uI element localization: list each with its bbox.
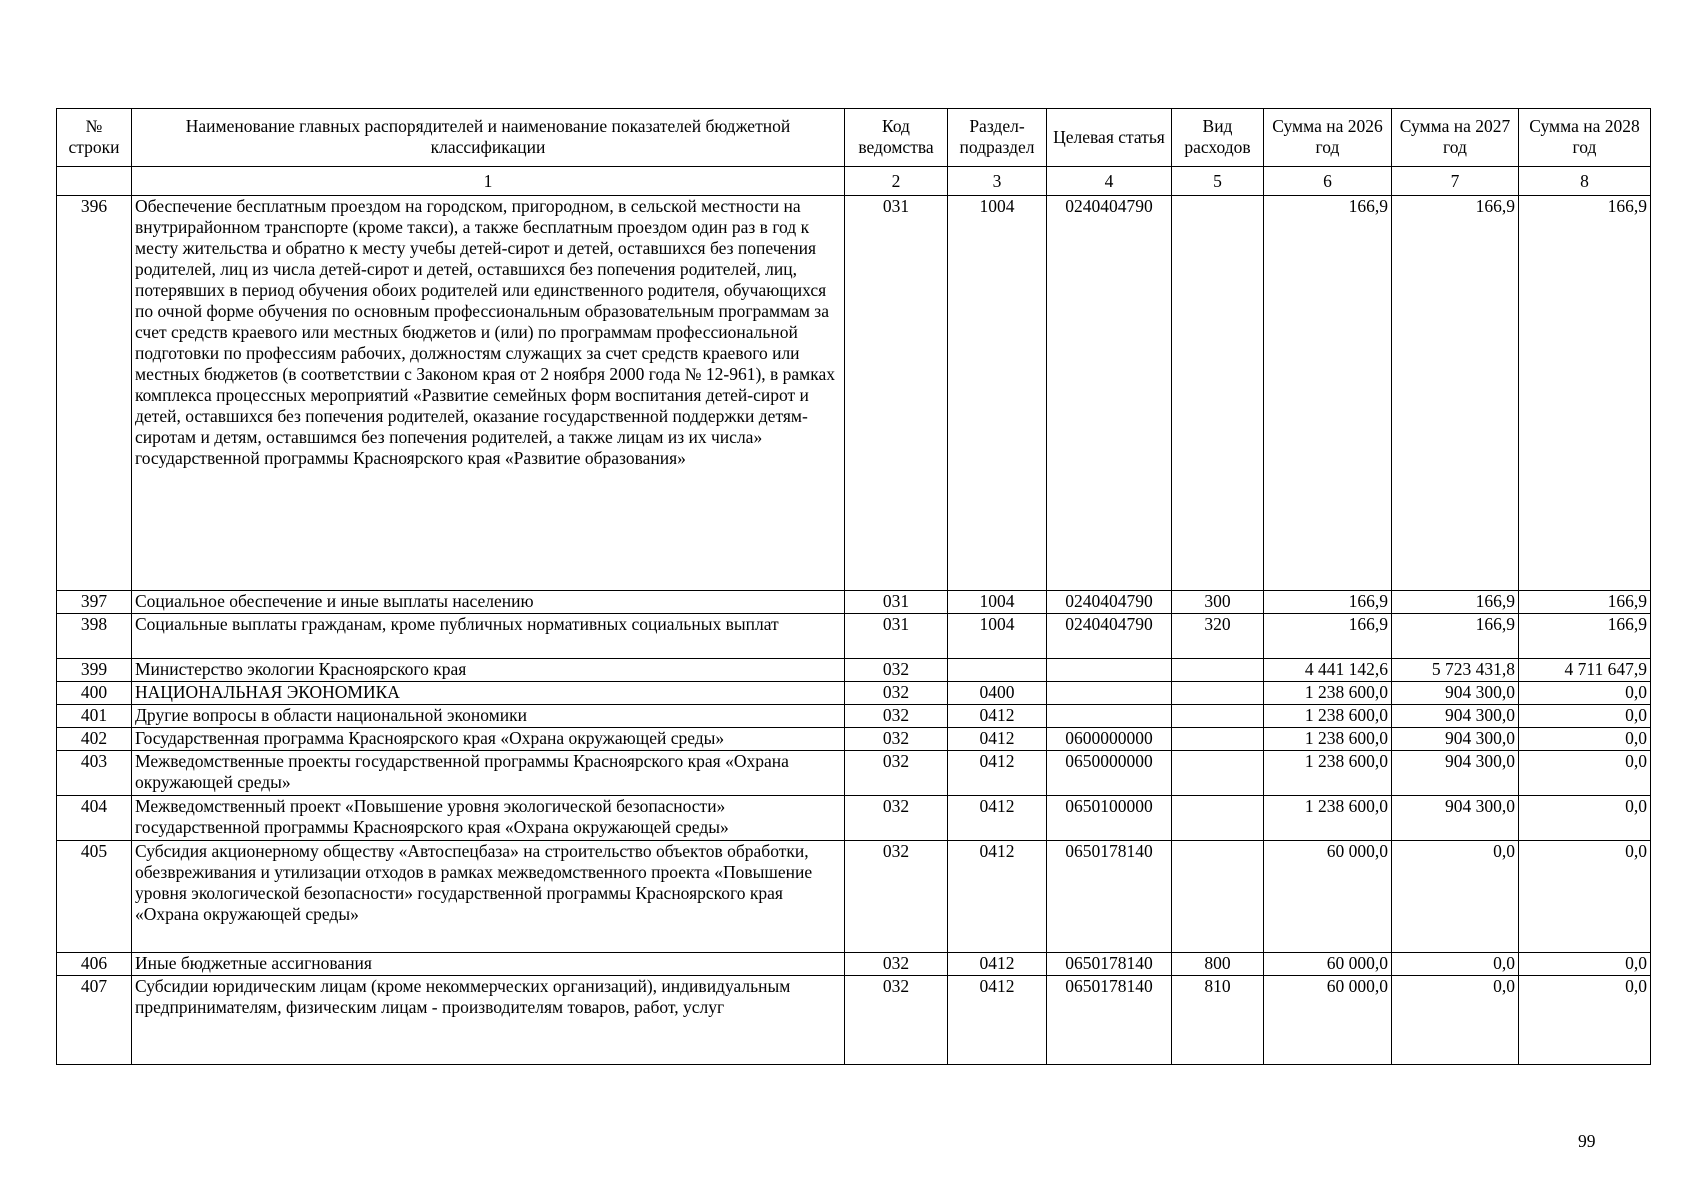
page-number: 99 [1578, 1131, 1596, 1151]
header-section-subsection: Раздел-подраздел [948, 109, 1047, 167]
row-number: 403 [57, 751, 132, 796]
section-code: 0412 [948, 751, 1047, 796]
indicator-name: Министерство экологии Красноярского края [132, 659, 845, 682]
sum-2027: 166,9 [1392, 196, 1519, 591]
department-code: 032 [845, 976, 948, 1065]
row-number: 397 [57, 591, 132, 614]
target-article-code [1047, 659, 1172, 682]
row-number: 401 [57, 705, 132, 728]
column-number: 3 [948, 167, 1047, 196]
sum-2026: 166,9 [1264, 614, 1392, 659]
table-row [57, 751, 1651, 796]
table-row [57, 953, 1651, 976]
target-article-code [1047, 682, 1172, 705]
department-code: 032 [845, 728, 948, 751]
header-expense-type: Вид расходов [1172, 109, 1264, 167]
sum-2028: 0,0 [1519, 728, 1651, 751]
expense-type-code [1172, 705, 1264, 728]
sum-2028: 166,9 [1519, 591, 1651, 614]
header-row-number: № строки [57, 109, 132, 167]
sum-2026: 1 238 600,0 [1264, 728, 1392, 751]
expense-type-code [1172, 751, 1264, 796]
target-article-code: 0240404790 [1047, 591, 1172, 614]
table-row [57, 728, 1651, 751]
target-article-code: 0650178140 [1047, 953, 1172, 976]
sum-2028: 0,0 [1519, 751, 1651, 796]
department-code: 032 [845, 682, 948, 705]
expense-type-code: 300 [1172, 591, 1264, 614]
indicator-name: Социальное обеспечение и иные выплаты населению [132, 591, 845, 614]
section-code: 1004 [948, 614, 1047, 659]
sum-2026: 60 000,0 [1264, 976, 1392, 1065]
row-number: 404 [57, 796, 132, 841]
expense-type-code [1172, 659, 1264, 682]
expense-type-code [1172, 196, 1264, 591]
department-code: 032 [845, 796, 948, 841]
table-row [57, 196, 1651, 591]
sum-2027: 166,9 [1392, 614, 1519, 659]
sum-2027: 0,0 [1392, 953, 1519, 976]
table-row [57, 591, 1651, 614]
column-number: 7 [1392, 167, 1519, 196]
indicator-name: Субсидии юридическим лицам (кроме некоммерческих организаций), индивидуальным предпринимателям, физическим лицам - производителям товаров, работ, услуг [132, 976, 845, 1065]
department-code: 031 [845, 591, 948, 614]
sum-2026: 1 238 600,0 [1264, 751, 1392, 796]
header-name: Наименование главных распорядителей и наименование показателей бюджетной классификации [132, 109, 845, 167]
sum-2027: 5 723 431,8 [1392, 659, 1519, 682]
department-code: 032 [845, 705, 948, 728]
sum-2027: 0,0 [1392, 976, 1519, 1065]
table-row [57, 976, 1651, 1065]
row-number: 405 [57, 841, 132, 953]
sum-2028: 166,9 [1519, 196, 1651, 591]
sum-2027: 904 300,0 [1392, 705, 1519, 728]
table-row [57, 614, 1651, 659]
table-row [57, 659, 1651, 682]
expense-type-code: 800 [1172, 953, 1264, 976]
target-article-code: 0650178140 [1047, 976, 1172, 1065]
target-article-code: 0600000000 [1047, 728, 1172, 751]
indicator-name: Субсидия акционерному обществу «Автоспецбаза» на строительство объектов обработки, обезвреживания и утилизации отходов в рамках межведомственного проекта «Повышение уровня экологической безопасности» государственной программы Красноярского края «Охрана окружающей среды» [132, 841, 845, 953]
target-article-code: 0240404790 [1047, 614, 1172, 659]
section-code: 1004 [948, 196, 1047, 591]
header-sum-2027: Сумма на 2027 год [1392, 109, 1519, 167]
indicator-name: Межведомственный проект «Повышение уровня экологической безопасности» государственной программы Красноярского края «Охрана окружающей среды» [132, 796, 845, 841]
sum-2027: 0,0 [1392, 841, 1519, 953]
sum-2026: 60 000,0 [1264, 953, 1392, 976]
sum-2027: 904 300,0 [1392, 728, 1519, 751]
expense-type-code: 320 [1172, 614, 1264, 659]
expense-type-code [1172, 841, 1264, 953]
sum-2026: 1 238 600,0 [1264, 705, 1392, 728]
budget-table [56, 108, 1651, 1065]
indicator-name: НАЦИОНАЛЬНАЯ ЭКОНОМИКА [132, 682, 845, 705]
department-code: 032 [845, 751, 948, 796]
sum-2027: 166,9 [1392, 591, 1519, 614]
indicator-name: Государственная программа Красноярского края «Охрана окружающей среды» [132, 728, 845, 751]
sum-2026: 1 238 600,0 [1264, 796, 1392, 841]
target-article-code: 0650000000 [1047, 751, 1172, 796]
sum-2028: 0,0 [1519, 796, 1651, 841]
target-article-code: 0650100000 [1047, 796, 1172, 841]
section-code: 0412 [948, 728, 1047, 751]
header-row [57, 109, 1651, 167]
header-target-article: Целевая статья [1047, 109, 1172, 167]
department-code: 031 [845, 196, 948, 591]
sum-2026: 166,9 [1264, 591, 1392, 614]
row-number: 399 [57, 659, 132, 682]
row-number: 398 [57, 614, 132, 659]
expense-type-code [1172, 682, 1264, 705]
sum-2028: 166,9 [1519, 614, 1651, 659]
section-code: 0412 [948, 976, 1047, 1065]
target-article-code [1047, 705, 1172, 728]
column-number: 8 [1519, 167, 1651, 196]
target-article-code: 0650178140 [1047, 841, 1172, 953]
section-code [948, 659, 1047, 682]
sum-2028: 0,0 [1519, 705, 1651, 728]
table-row [57, 705, 1651, 728]
sum-2027: 904 300,0 [1392, 682, 1519, 705]
sum-2027: 904 300,0 [1392, 796, 1519, 841]
table-row [57, 841, 1651, 953]
section-code: 0400 [948, 682, 1047, 705]
header-sum-2026: Сумма на 2026 год [1264, 109, 1392, 167]
table-row [57, 682, 1651, 705]
sum-2026: 60 000,0 [1264, 841, 1392, 953]
indicator-name: Межведомственные проекты государственной программы Красноярского края «Охрана окружающей среды» [132, 751, 845, 796]
department-code: 031 [845, 614, 948, 659]
row-number: 400 [57, 682, 132, 705]
section-code: 0412 [948, 796, 1047, 841]
indicator-name: Другие вопросы в области национальной экономики [132, 705, 845, 728]
column-number: 2 [845, 167, 948, 196]
row-number: 407 [57, 976, 132, 1065]
column-number [57, 167, 132, 196]
expense-type-code [1172, 728, 1264, 751]
header-department-code: Код ведомства [845, 109, 948, 167]
expense-type-code [1172, 796, 1264, 841]
department-code: 032 [845, 659, 948, 682]
column-number: 1 [132, 167, 845, 196]
column-number: 6 [1264, 167, 1392, 196]
section-code: 0412 [948, 841, 1047, 953]
expense-type-code: 810 [1172, 976, 1264, 1065]
row-number: 402 [57, 728, 132, 751]
indicator-name: Обеспечение бесплатным проездом на городском, пригородном, в сельской местности на внутрирайонном транспорте (кроме такси), а также бесплатным проездом один раз в год к месту жительства и обратно к месту учебы детей-сирот и детей, оставшихся без попечения родителей, лиц из числа детей-сирот и детей, оставшихся без попечения родителей, лиц, потерявших в период обучения обоих родителей или единственного родителя, обучающихся по очной форме обучения по основным профессиональным образовательным программам за счет средств краевого или местных бюджетов и (или) по программам профессиональной подготовки по профессиям рабочих, должностям служащих за счет средств краевого или местных бюджетов (в соответствии с Законом края от 2 ноября 2000 года № 12-961), в рамках комплекса процессных мероприятий «Развитие семейных форм воспитания детей-сирот и детей, оставшихся без попечения родителей, оказание государственной поддержки детям-сиротам и детям, оставшимся без попечения родителей, а также лицам из их числа» государственной программы Красноярского края «Развитие образования» [132, 196, 845, 591]
row-number: 406 [57, 953, 132, 976]
department-code: 032 [845, 841, 948, 953]
header-sum-2028: Сумма на 2028 год [1519, 109, 1651, 167]
sum-2027: 904 300,0 [1392, 751, 1519, 796]
sum-2028: 0,0 [1519, 682, 1651, 705]
sum-2028: 0,0 [1519, 841, 1651, 953]
column-number-row [57, 167, 1651, 196]
table-row [57, 796, 1651, 841]
target-article-code: 0240404790 [1047, 196, 1172, 591]
section-code: 0412 [948, 953, 1047, 976]
column-number: 4 [1047, 167, 1172, 196]
department-code: 032 [845, 953, 948, 976]
sum-2026: 166,9 [1264, 196, 1392, 591]
sum-2028: 0,0 [1519, 953, 1651, 976]
indicator-name: Иные бюджетные ассигнования [132, 953, 845, 976]
sum-2028: 0,0 [1519, 976, 1651, 1065]
section-code: 0412 [948, 705, 1047, 728]
sum-2028: 4 711 647,9 [1519, 659, 1651, 682]
row-number: 396 [57, 196, 132, 591]
section-code: 1004 [948, 591, 1047, 614]
sum-2026: 4 441 142,6 [1264, 659, 1392, 682]
sum-2026: 1 238 600,0 [1264, 682, 1392, 705]
indicator-name: Социальные выплаты гражданам, кроме публичных нормативных социальных выплат [132, 614, 845, 659]
column-number: 5 [1172, 167, 1264, 196]
